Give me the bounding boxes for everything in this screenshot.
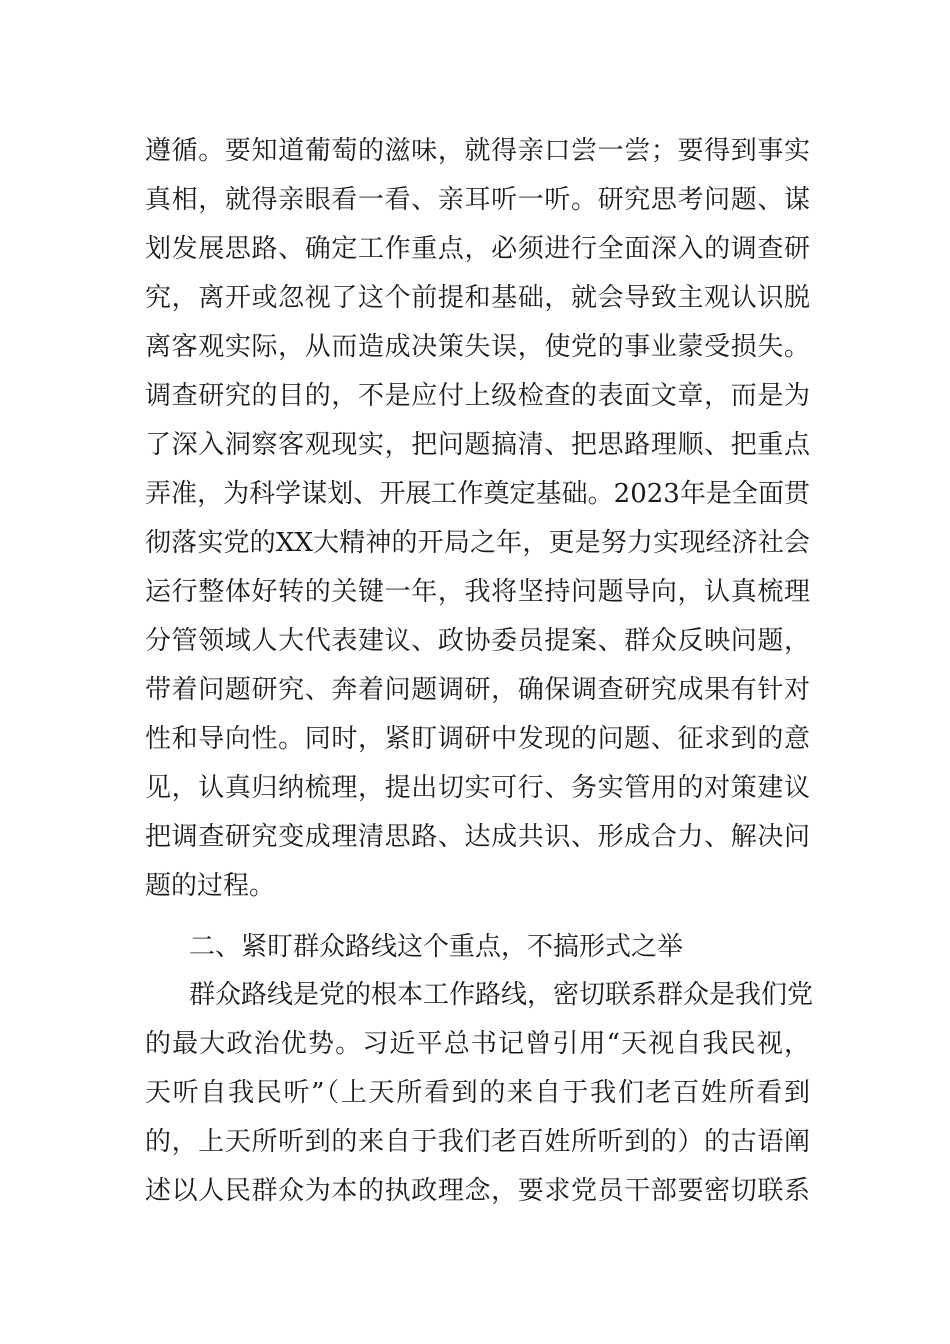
paragraph-block-2: [145, 971, 814, 1216]
section-heading-text: 二、紧盯群众路线这个重点，不搞形式之举: [189, 932, 684, 962]
text-line: 述以人民群众为本的执政理念，要求党员干部要密切联系: [145, 1176, 810, 1206]
text-line: 题的过程。: [145, 871, 276, 901]
text-line: 真相，就得亲眼看一看、亲耳听一听。研究思考问题、谋: [145, 185, 810, 215]
text-line: 划发展思路、确定工作重点，必须进行全面深入的调查研: [145, 234, 810, 264]
paragraph-block-1: [145, 127, 810, 911]
text-line: 见，认真归纳梳理，提出切实可行、务实管用的对策建议: [145, 773, 810, 803]
text-line: 天听自我民听”（上天所看到的来自于我们老百姓所看到: [145, 1078, 810, 1108]
text-line: 的最大政治优势。习近平总书记曾引用“天视自我民视，: [145, 1029, 810, 1059]
text-line: 离客观实际，从而造成决策失误，使党的事业蒙受损失。: [145, 332, 810, 362]
section-heading: [145, 923, 810, 972]
text-line: 群众路线是党的根本工作路线，密切联系群众是我们党: [189, 980, 814, 1010]
text-line: 彻落实党的XX大精神的开局之年，更是努力实现经济社会: [145, 528, 810, 558]
text-line: 把调查研究变成理清思路、达成共识、形成合力、解决问: [145, 822, 810, 852]
text-line: 了深入洞察客观现实，把问题搞清、把思路理顺、把重点: [145, 430, 810, 460]
text-line: 带着问题研究、奔着问题调研，确保调查研究成果有针对: [145, 675, 810, 705]
text-line: 运行整体好转的关键一年，我将坚持问题导向，认真梳理: [145, 577, 810, 607]
text-line: 性和导向性。同时，紧盯调研中发现的问题、征求到的意: [145, 724, 810, 754]
text-line: 遵循。要知道葡萄的滋味，就得亲口尝一尝；要得到事实: [145, 136, 810, 166]
text-line: 弄准，为科学谋划、开展工作奠定基础。2023年是全面贯: [145, 479, 810, 509]
text-line: 的，上天所听到的来自于我们老百姓所听到的）的古语阐: [145, 1127, 810, 1157]
text-line: 分管领域人大代表建议、政协委员提案、群众反映问题，: [145, 626, 810, 656]
text-line: 究，离开或忽视了这个前提和基础，就会导致主观认识脱: [145, 283, 810, 313]
text-line: 调查研究的目的，不是应付上级检查的表面文章，而是为: [145, 381, 810, 411]
